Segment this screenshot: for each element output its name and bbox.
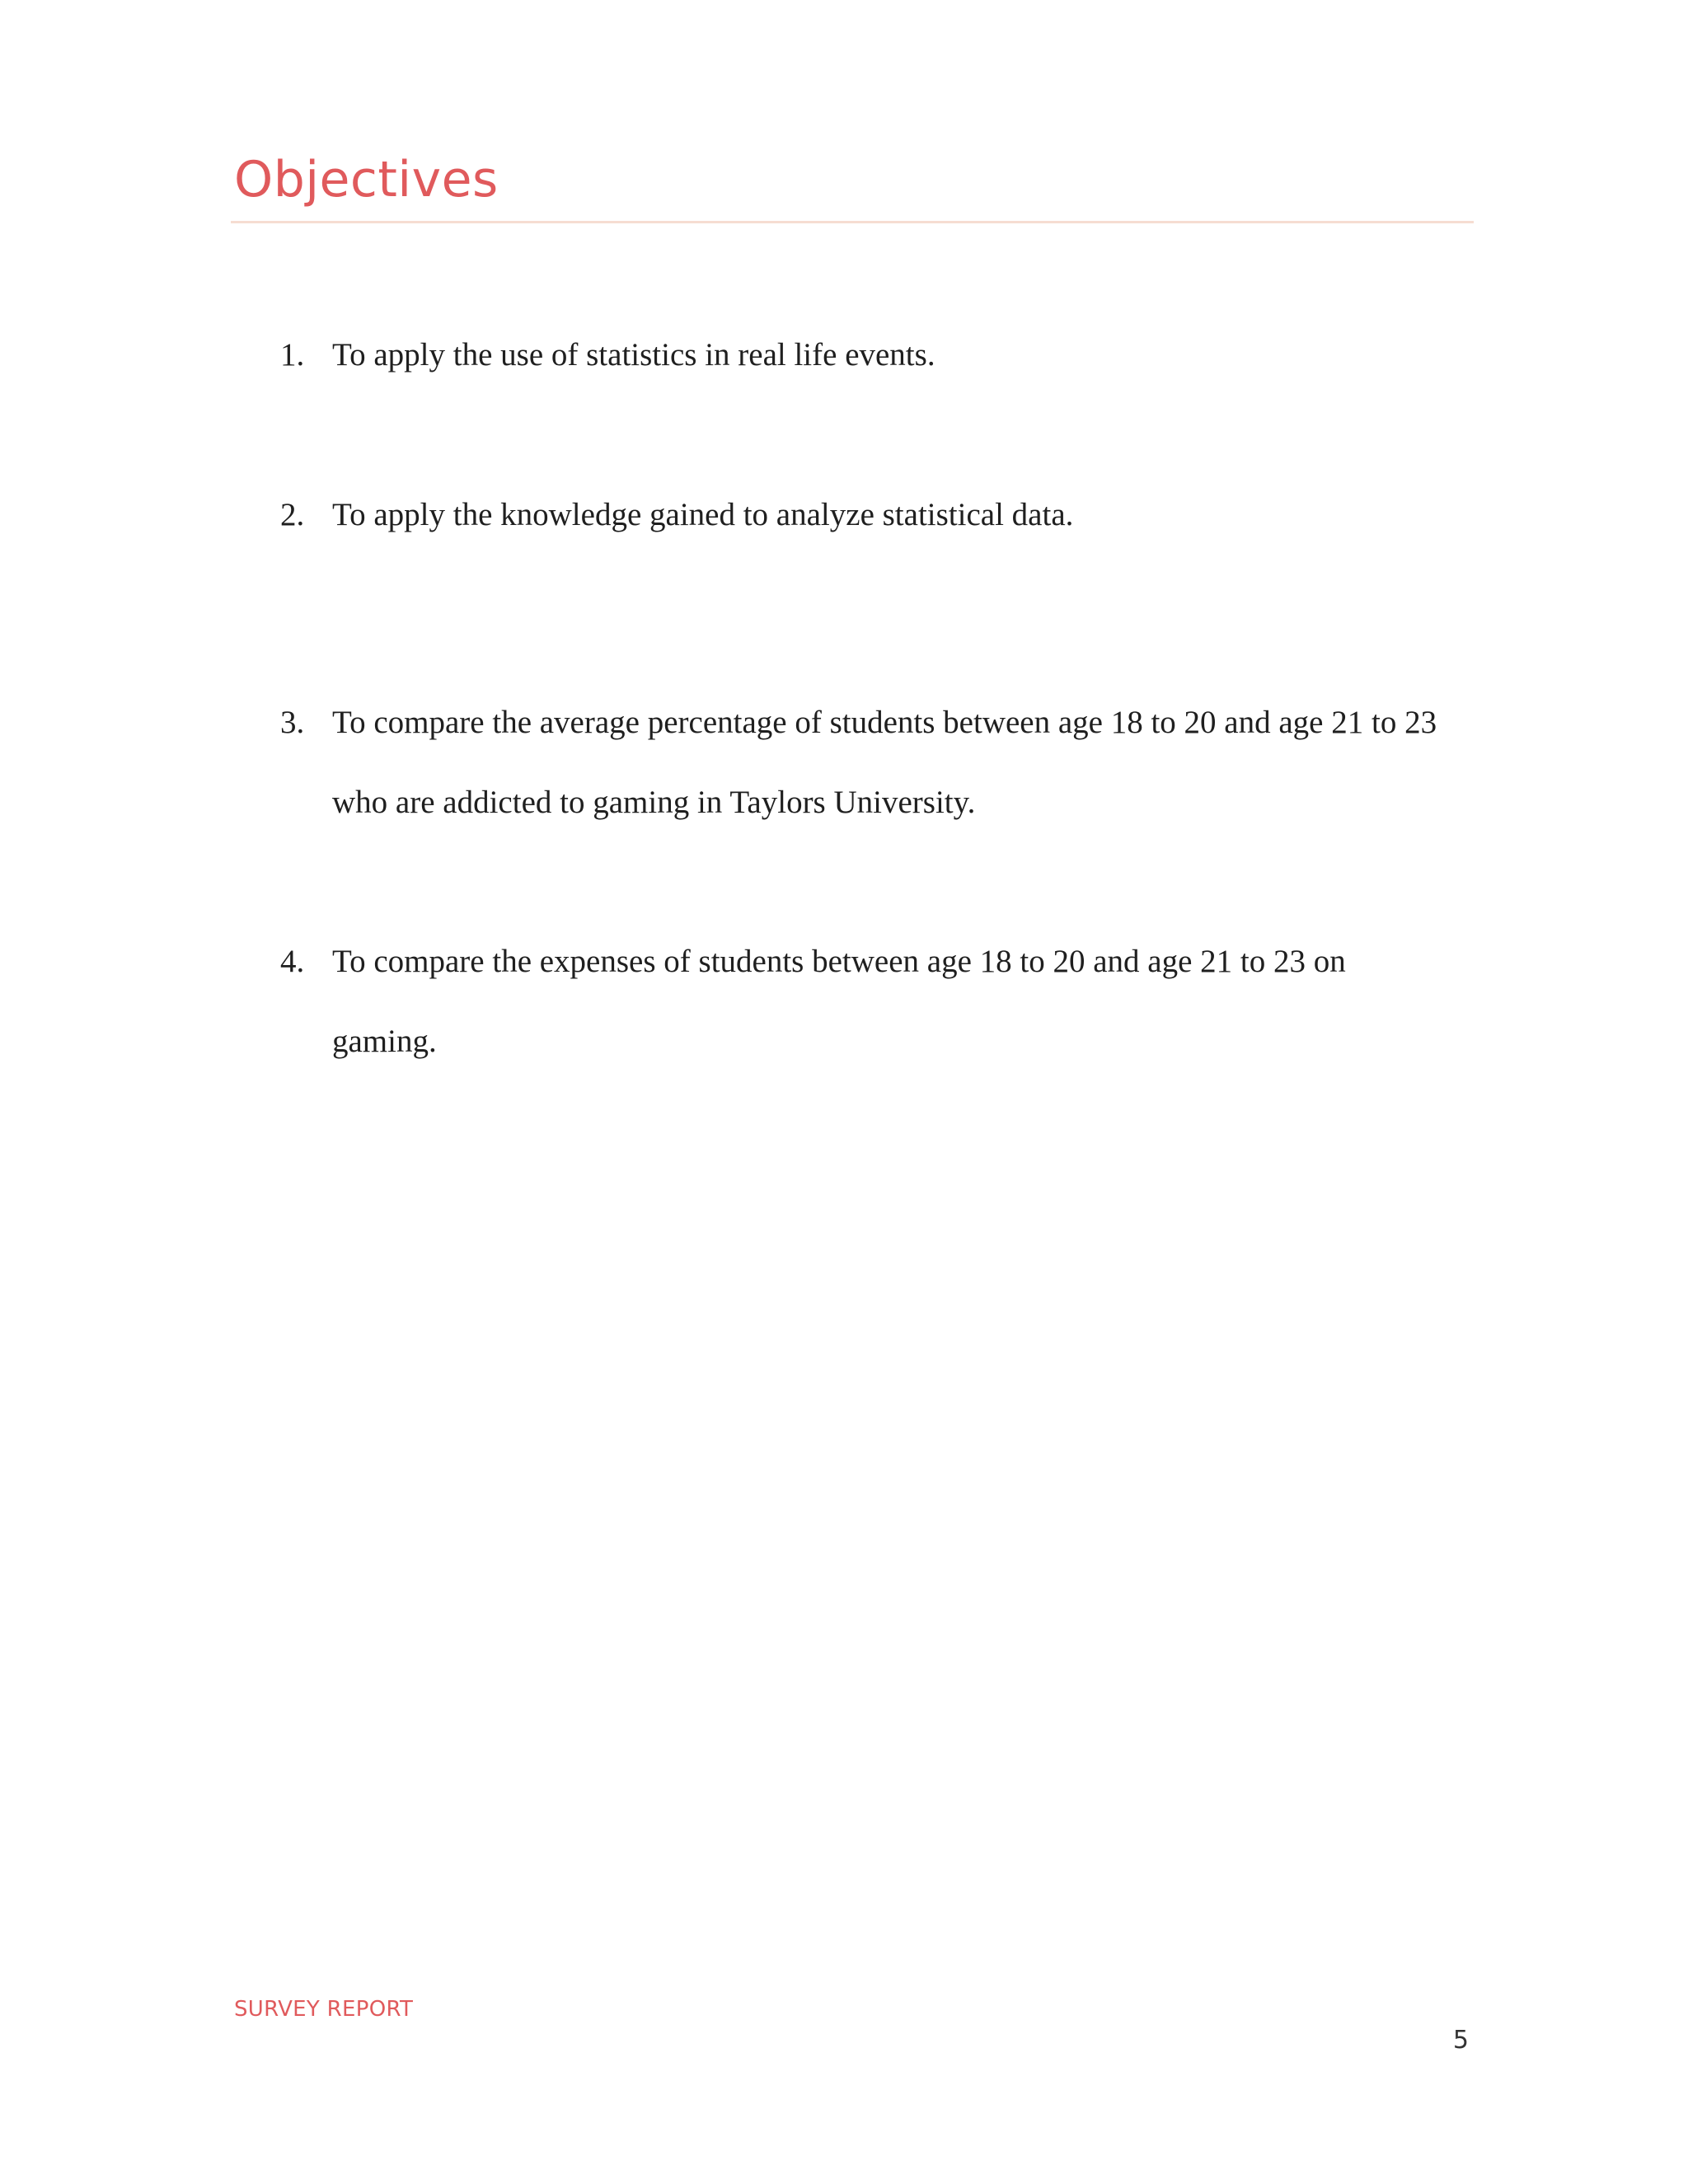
objective-text: To compare the expenses of students between age 18 to 20 and age 21 to 23 on gaming. — [332, 944, 1346, 1059]
footer-label: SURVEY REPORT — [234, 1997, 414, 2022]
objective-item — [280, 921, 1451, 1081]
objective-text: To apply the knowledge gained to analyze statistical data. — [332, 497, 1074, 532]
page-title: Objectives — [234, 151, 499, 209]
page-number: 5 — [1452, 2026, 1469, 2055]
objective-number: 2. — [280, 497, 305, 532]
objective-item — [280, 475, 1451, 555]
objective-item — [280, 315, 1451, 395]
objective-number: 1. — [280, 337, 305, 373]
objective-number: 4. — [280, 944, 305, 979]
heading-divider — [231, 221, 1474, 223]
objective-text: To apply the use of statistics in real life events. — [332, 337, 935, 373]
objective-text: To compare the average percentage of students between age 18 to 20 and age 21 to 23 who are addicted to gaming in Taylors University. — [332, 705, 1437, 820]
objective-number: 3. — [280, 705, 305, 740]
objective-item — [280, 682, 1451, 842]
